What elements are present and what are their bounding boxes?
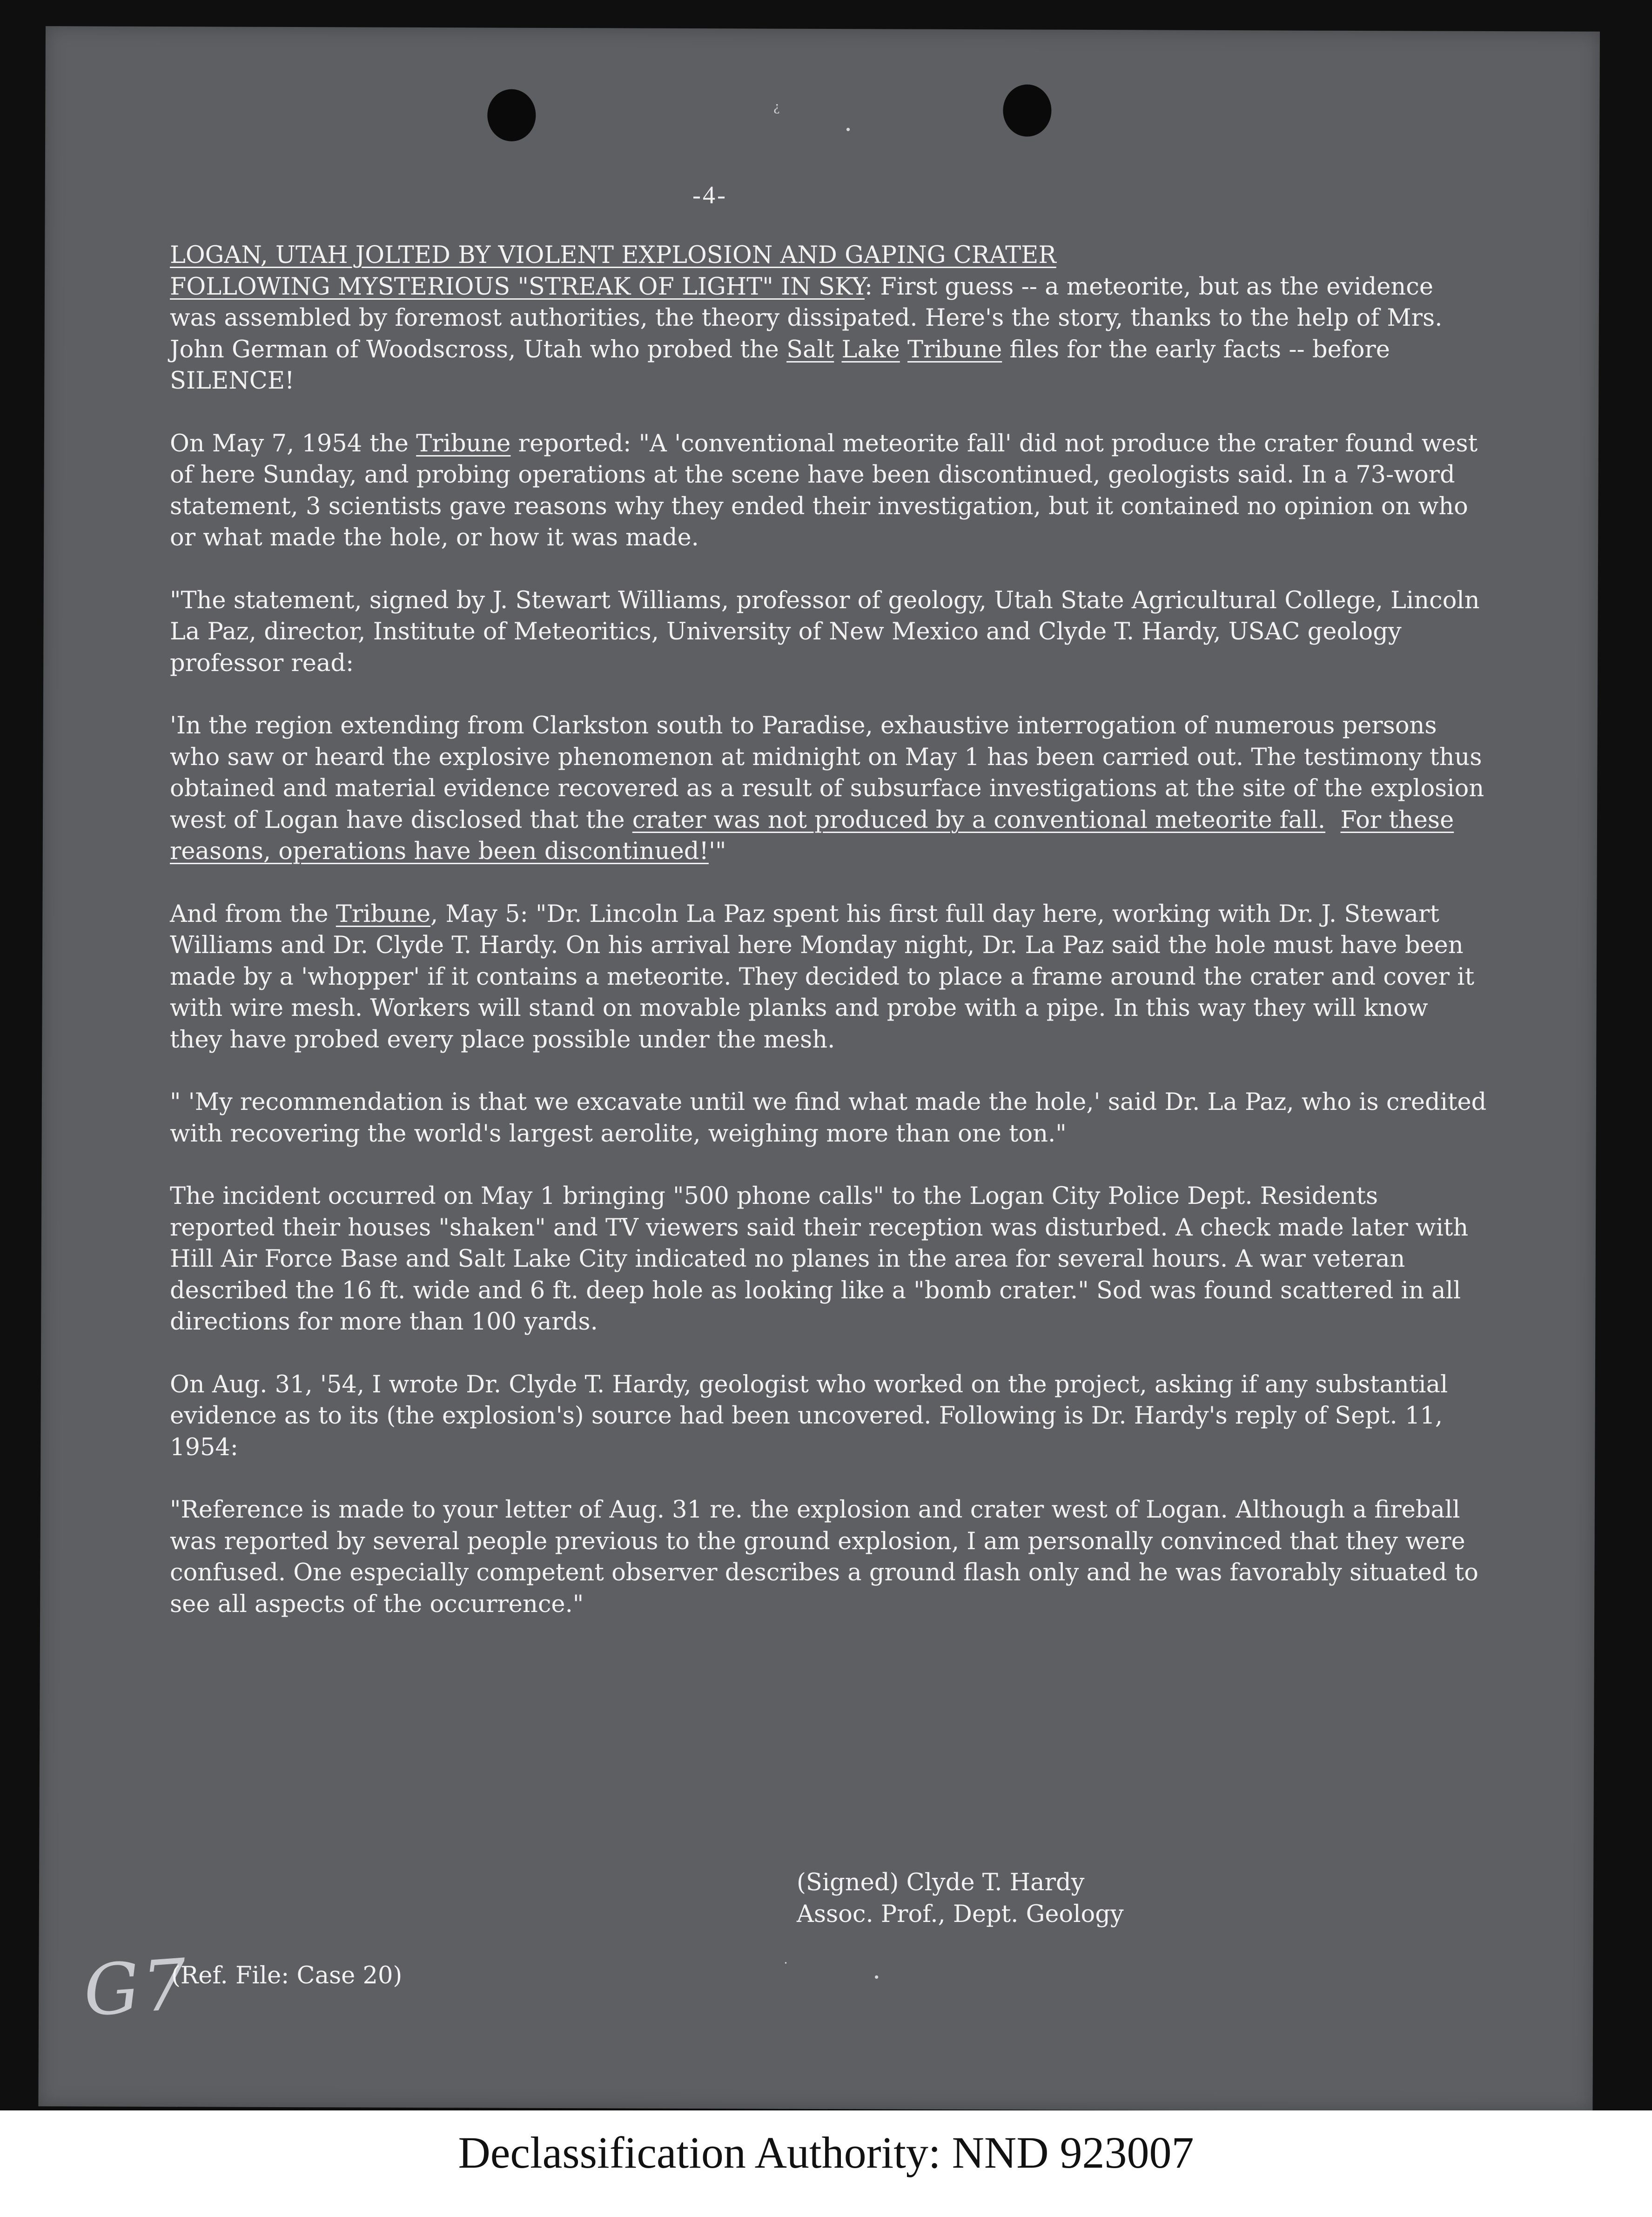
document-body [170, 240, 1487, 1651]
letter-paragraph: On Aug. 31, '54, I wrote Dr. Clyde T. Hardy, geologist who worked on the project, asking if any substantial evidence as to its (the explosion's) source had been uncovered. Following is Dr. Hardy's reply of Sept. 11, 1954: [170, 1371, 1448, 1461]
handwritten-mark: G7 [81, 1944, 193, 2032]
signature-title: Assoc. Prof., Dept. Geology [797, 1901, 1124, 1928]
dust-speck: · [783, 1955, 788, 1971]
punch-hole-right [1003, 84, 1051, 136]
punch-hole-left [487, 89, 536, 141]
headline: LOGAN, UTAH JOLTED BY VIOLENT EXPLOSION AND GAPING CRATER [170, 242, 1056, 269]
signature-block [797, 1867, 1124, 1930]
incident-paragraph: The incident occurred on May 1 bringing "500 phone calls" to the Logan City Police Dept. Residents reported their houses "shaken" and TV viewers said their reception was disturbed. A check made later with Hill Air Force Base and Salt Lake City indicated no planes in the area for several hours. A war veteran described the 16 ft. wide and 6 ft. deep hole as looking like a "bomb crater." Sod was found scattered in all directions for more than 100 yards. [170, 1182, 1469, 1336]
headline-line-2: FOLLOWING MYSTERIOUS "STREAK OF LIGHT" IN SKY [170, 273, 865, 301]
hardy-reply-paragraph: "Reference is made to your letter of Aug. 31 re. the explosion and crater west of Logan. Although a fireball was reported by several people previous to the ground explosion, I am personally convinced that they were confused. One especially competent observer describes a ground flash only and he was favorably situated to see all aspects of the occurrence." [170, 1496, 1478, 1618]
dust-speck: • [874, 1969, 879, 1985]
lapaz-quote-paragraph: " 'My recommendation is that we excavate until we find what made the hole,' said Dr. La Paz, who is credited with recovering the world's largest aerolite, weighing more than one ton." [170, 1088, 1487, 1148]
tribune-report-paragraph: On May 7, 1954 the Tribune reported: "A 'conventional meteorite fall' did not produce the crater found west of here Sunday, and probing operations at the scene have been discontinued, geologists said. In a 73-word statement, 3 scientists gave reasons why they ended their investigation, but it contained no opinion on who or what made the hole, or how it was made. [170, 430, 1478, 551]
statement-quote-paragraph: 'In the region extending from Clarkston south to Paradise, exhaustive interrogation of numerous persons who saw or heard the explosive phenomenon at midnight on May 1 has been carried out. The testimony thus obtained and material evidence recovered as a result of subsurface investigations at the site of the explosion west of Logan have disclosed that the crater was not produced by a conventional meteorite fall. For these reasons, operations have been discontinued!'" [170, 712, 1484, 865]
dust-speck: • [846, 122, 851, 138]
dust-speck: ¿ [773, 98, 780, 114]
statement-intro-paragraph: "The statement, signed by J. Stewart Williams, professor of geology, Utah State Agricultural College, Lincoln La Paz, director, Institute of Meteoritics, University of New Mexico and Clyde T. Hardy, USAC geology professor read: [170, 586, 1480, 677]
intro-paragraph: LOGAN, UTAH JOLTED BY VIOLENT EXPLOSION AND GAPING CRATER FOLLOWING MYSTERIOUS "STREAK OF LIGHT" IN SKY: First guess -- a meteorite, but as the evidence was assembled by foremost authorities, the theory dissipated. Here's the story, thanks to the help of Mrs. John German of Woodscross, Utah who probed the Salt Lake Tribune files for the early facts -- before SILENCE! [170, 242, 1443, 395]
page-number: -4- [692, 181, 727, 209]
tribune-may5-paragraph: And from the Tribune, May 5: "Dr. Lincoln La Paz spent his first full day here, working with Dr. J. Stewart Williams and Dr. Clyde T. Hardy. On his arrival here Monday night, Dr. La Paz said the hole must have been made by a 'whopper' if it contains a meteorite. They decided to place a frame around the crater and cover it with wire mesh. Workers will stand on movable planks and probe with a pipe. In this way they will know they have probed every place possible under the mesh. [170, 900, 1475, 1054]
reference-file: (Ref. File: Case 20) [171, 1962, 403, 1989]
signature-name: (Signed) Clyde T. Hardy [797, 1869, 1085, 1896]
declassification-footer: Declassification Authority: NND 923007 [458, 2128, 1194, 2177]
